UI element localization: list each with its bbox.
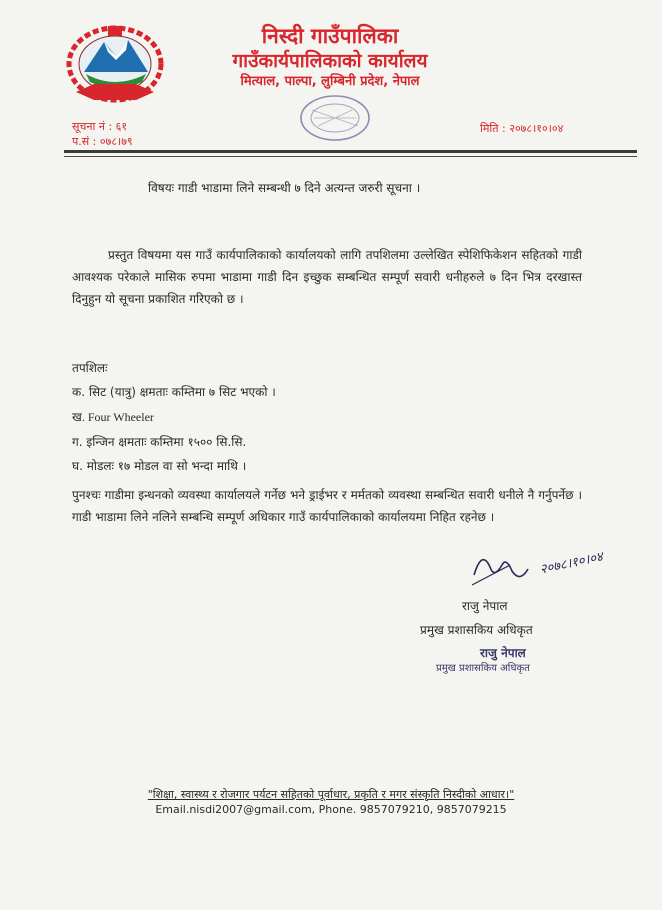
details-heading: तपशिलः: [72, 361, 108, 375]
header-rule-thin: [64, 156, 637, 157]
header-rule-thick: [64, 150, 637, 153]
detail-item-wheeler: ख. Four Wheeler: [72, 410, 154, 424]
footer-motto: "शिक्षा, स्वास्थ्य र रोजगार पर्यटन सहितको पूर्वाधार, प्रकृति र मगर संस्कृति निस्दीको आधार।": [147, 788, 515, 801]
office-subtitle: गाउँकार्यपालिकाको कार्यालय: [232, 50, 428, 72]
office-seal-stamp: [298, 92, 372, 144]
signatory-title: प्रमुख प्रशासकिय अधिकृत: [420, 623, 533, 637]
office-title: निस्दी गाउँपालिका: [261, 24, 399, 48]
signature-date: २०७८।१०।०४: [538, 549, 605, 578]
stamp-name: राजु नेपाल: [480, 646, 526, 660]
notice-paragraph: प्रस्तुत विषयमा यस गाउँ कार्यपालिकाको कार्यालयको लागि तपशिलमा उल्लेखित स्पेशिफिकेशन सहितको गाडी आवश्यक परेकाले मासिक रुपमा भाडामा गाडी दिन इच्छुक सम्बन्धित सम्पूर्ण सवारी धनीहरुले ७ दिन भित्र दरखास्त दिनुहुन यो सूचना प्रकाशित गरिएको छ ।: [72, 248, 582, 306]
office-address: मित्याल, पाल्पा, लुम्बिनी प्रदेश, नेपाल: [240, 74, 420, 89]
notice-date: मिति : २०७८।१०।०४: [480, 122, 564, 135]
notice-subject: विषयः गाडी भाडामा लिने सम्बन्धी ७ दिने अत्यन्त जरुरी सूचना ।: [148, 181, 421, 195]
notice-number: सूचना नं : ६१: [72, 120, 128, 133]
nepal-emblem-logo: [64, 20, 166, 104]
stamp-title: प्रमुख प्रशासकिय अधिकृत: [436, 663, 530, 674]
notice-postscript: पुनश्चः गाडीमा इन्धनको व्यवस्था कार्यालयले गर्नेछ भने ड्राईभर र मर्मतको व्यवस्था सम्बन्धित सवारी धनीले नै गर्नुपर्नेछ । गाडी भाडामा लिने नलिने सम्बन्धि सम्पूर्ण अधिकार गाउँ कार्यपालिकाको कार्यालयमा निहित रहनेछ ।: [72, 488, 582, 524]
detail-item-model: घ. मोडलः १७ मोडल वा सो भन्दा माथि ।: [72, 459, 247, 473]
detail-item-engine: ग. इन्जिन क्षमताः कम्तिमा १५०० सि.सि.: [72, 435, 247, 449]
footer-contact: Email.nisdi2007@gmail.com, Phone. 9857079210, 9857079215: [155, 803, 507, 816]
detail-item-seat: क. सिट (यात्रु) क्षमताः कम्तिमा ७ सिट भएको ।: [72, 385, 276, 399]
fiscal-year: प.सं : ०७८।७९: [72, 135, 133, 148]
signatory-name: राजु नेपाल: [462, 599, 508, 613]
